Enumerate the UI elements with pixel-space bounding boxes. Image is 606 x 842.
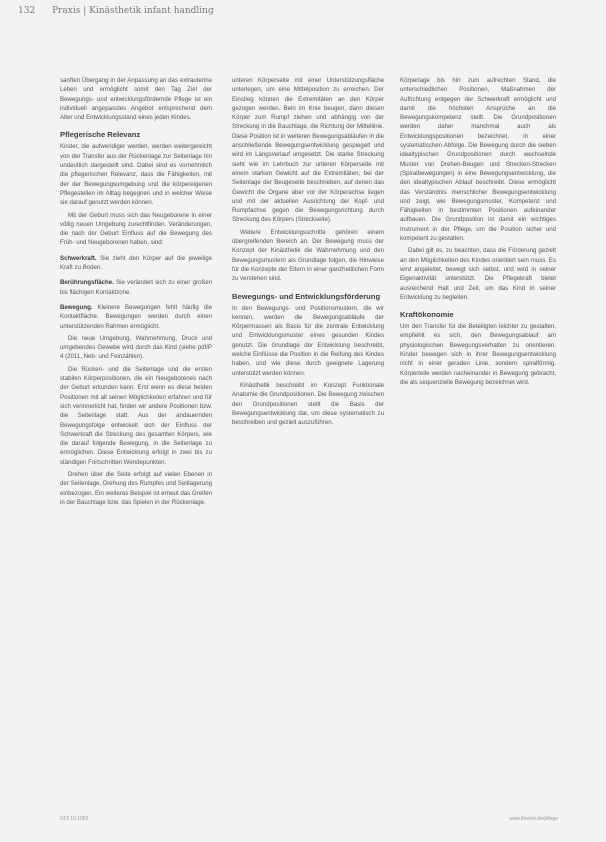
section-heading: Bewegungs- und Entwicklungsförderung: [232, 291, 381, 301]
paragraph: Dabei gilt es, zu beachten, dass die Förderung gezielt an den Möglichkeiten des Kindes orientiert sein muss. Es wird angeleitet, bewegt sich selbst, und wird in seiner Eigenaktivität unterstützt. Die Pflegekraft bietet ausreichend Halt und Zeit, um das Kind in seiner Entwicklung zu begleiten.: [400, 247, 556, 301]
paragraph: Körperlage bis hin zum aufrechten Stand, die unterschiedlichen Positionen, Maßnahmen der Aufrichtung entgegen der Schwerkraft ermöglicht und damit die höchsten Ansprüche an die Bewegungskompetenz stellt. Die Grundpositionen werden daher manchmal auch als Entwicklungspositionen bezeichnet, in einer systematischen Abfolge. Die Bewegung durch die sieben idealtypischen Grundpositionen durch wechselnde Muster von Drehen-Beugen und Strecken-Strecken (Spiralbewegungen) in eine Bewegungsentwicklung, die den idealtypischen Ablauf beschreibt. Diese ermöglicht das Verständnis menschlicher Bewegungsentwicklung und zeigt, wie Bewegungsmuster, Kompetenz und Fähigkeiten in bestimmten Positionen aufeinander aufbauen. Die Grundposition ist damit ein wichtiges Instrument in der Pflege, um die Position sicher und kompetent zu gestalten.: [400, 77, 556, 243]
paragraph: Mit der Geburt muss sich das Neugeborene in einer völlig neuen Umgebung zurechtfinden. Veränderungen, die nach der Geburt Einfluss auf die Bewegung des Früh- und Neugeborenen haben, sind:: [60, 211, 212, 247]
term-text: Sie verändert sich zu einer großen bis flächigen Kontaktzone.: [60, 279, 212, 296]
term-label: Berührungsfläche.: [60, 279, 114, 287]
paragraph: Um den Transfer für die Beteiligten leichter zu gestalten, empfiehlt es sich, den Bewegungsablauf am physiologischen Bewegungsverhalten zu orientieren. Kinder bewegen sich in ihrer Bewegungsentwicklung nicht in einer geraden Linie, sondern spiralförmig. Körperteile werden nacheinander in Bewegung gebracht, die als sequenzielle Bewegung bezeichnet wird.: [400, 323, 556, 386]
paragraph: sanften Übergang in der Anpassung an das extrauterine Leben und ermöglicht somit den Tag Ziel der Bewegungs- und entwicklungsfördernde Pflege ist ein individuell angepasstes Angebot entsprechend dem Alter und Entwicklungsstand eines jeden Kindes.: [60, 77, 212, 122]
term-text: Sie zieht den Körper auf die jeweilige Kraft zu Boden.: [60, 254, 212, 272]
text-column-3: [400, 76, 556, 390]
footer-left: DOI 10.1055: [60, 816, 89, 822]
term-label: Schwerkraft.: [60, 254, 97, 262]
running-head: [18, 6, 588, 16]
section-heading: Kraftökonomie: [400, 310, 454, 320]
text-column-2: [232, 76, 384, 430]
term-label: Bewegung.: [60, 303, 93, 311]
page-number: 132: [18, 6, 36, 16]
term-item: [60, 278, 212, 297]
paragraph: Kinder, die aufwendiger werden, werden weitergereicht von der Transfer aus der Rückenlage zur Seitenlage hin undeutlich dargestellt sind. Dabei sind es vornehmlich die pflegerischen Relevanz, dass die Fähigkeiten, mit der der Bewegungsumgebung und die körpereigenen Pflegestellen im Alltag begegnen und in welcher Weise sie darauf genutzt werden können.: [60, 143, 212, 207]
text-column-1: [60, 76, 212, 510]
paragraph: Kinästhetik beschreibt im Konzept Funktionale Anatomie die Grundpositionen. Die Bewegung zwischen den Grundpositionen stellt die Basis der Bewegungsentwicklung dar, um diese systematisch zu beschreiben und gezielt auszuführen.: [232, 381, 384, 427]
term-text: Kleinere Bewegungen fehlt häufig die Kontaktfläche. Bewegungen werden durch einen unterstützenden Rahmen ermöglicht.: [60, 303, 212, 330]
paragraph: Weitere Entwicklungsschritte gehören einem übergreifenden Bereich an. Der Bewegung muss der Konzept der Kinästhetik die Wahrnehmung und den Bewegungsmustern als Grundlage folgen, die Hinweise für die Konzepte der Eltern in einer ganzheitlichen Form zu verstehen sind.: [232, 228, 384, 283]
paragraph: unteren Körperseite mit einer Unterstützungsfläche unterlegen, um eine Mittelposition zu erreichen. Der Einstieg können die Extremitäten an den Körper gezogen werden. Bein im Knie beugen, dann diesen Körper zum Rumpf ziehen und abhängig von der Streckung in die Bauchlage, die Richtung der Mittellinie. Diese Position ist in weiteren Bewegungsabläufen in die anschließende Bewegungsentwicklung gespiegelt und wird im Längsverlauf umgesetzt. Die starke Streckung sieht wie im Lehrbuch zur unteren Körperseite mit einem starken Gewicht auf die Extremitäten, bei der Seitenlage der Beugeseite beschrieben, auf denen das Gewicht die Organe aber vor der Körperachse liegen und mit der aktuellen Ausrichtung der Kopf- und Rumpfachse gegen die Bewegungsrichtung durch Streckung des Körpers (Streckseite).: [232, 77, 384, 224]
term-item: [60, 254, 212, 273]
paragraph: Drehen über die Seite erfolgt auf vielen Ebenen in der Seitenlage, Drehung des Rumpfes und Seitlagerung einbezogen. Ein weiteres Beispiel ist erneut das Greifen in der Bauchlage bzw. das Spielen in der Rückenlage.: [60, 470, 212, 506]
term-item: [60, 303, 212, 331]
section-heading: Pflegerische Relevanz: [60, 130, 141, 140]
paragraph: Die neue Umgebung, Wahrnehmung, Druck und umgebendes Gewebe wird durch das Kind (siehe pdf/P 4 (2011, Neb- und Feinzählen).: [60, 334, 212, 361]
footer-right: www.thieme.de/pflege: [509, 816, 558, 822]
paragraph: In den Bewegungs- und Positionsmustern, die wir kennen, werden die Bewegungsabläufe der Körpermassen als Basis für die zentrale Entwicklung und Entwicklungsmuster eines gesunden Kindes genutzt. Die Grundlage der Entwicklung beschreibt, welche Einflüsse die Position in die Reifung des Kindes haben, und wie diese durch geeignete Lagerung unterstützt werden können.: [232, 304, 384, 377]
paragraph: Die Rücken- und die Seitenlage und die ersten stabilen Körperpositionen, die ein Neugeborenes nach der Geburt erkunden kann. Erst wenn es diese beiden Positionen mit all seinen Möglichkeiten erfahren und für sich verinnerlicht hat, finden wir andere Positionen bzw. die Seitenlage statt. Aus der andauernden Bewegungsfolge entwickelt sich der Einfluss der Schwerkraft die Streckung des gesamten Körpers, wie die darauf folgende Bewegung, in die Seitenlage zu ermöglichen. Diese Entwicklung erfolgt in zwei bis zu ständigen Fortschritten Wendepunkten.: [60, 365, 212, 466]
running-title: Praxis | Kinästhetik infant handling: [52, 6, 214, 16]
